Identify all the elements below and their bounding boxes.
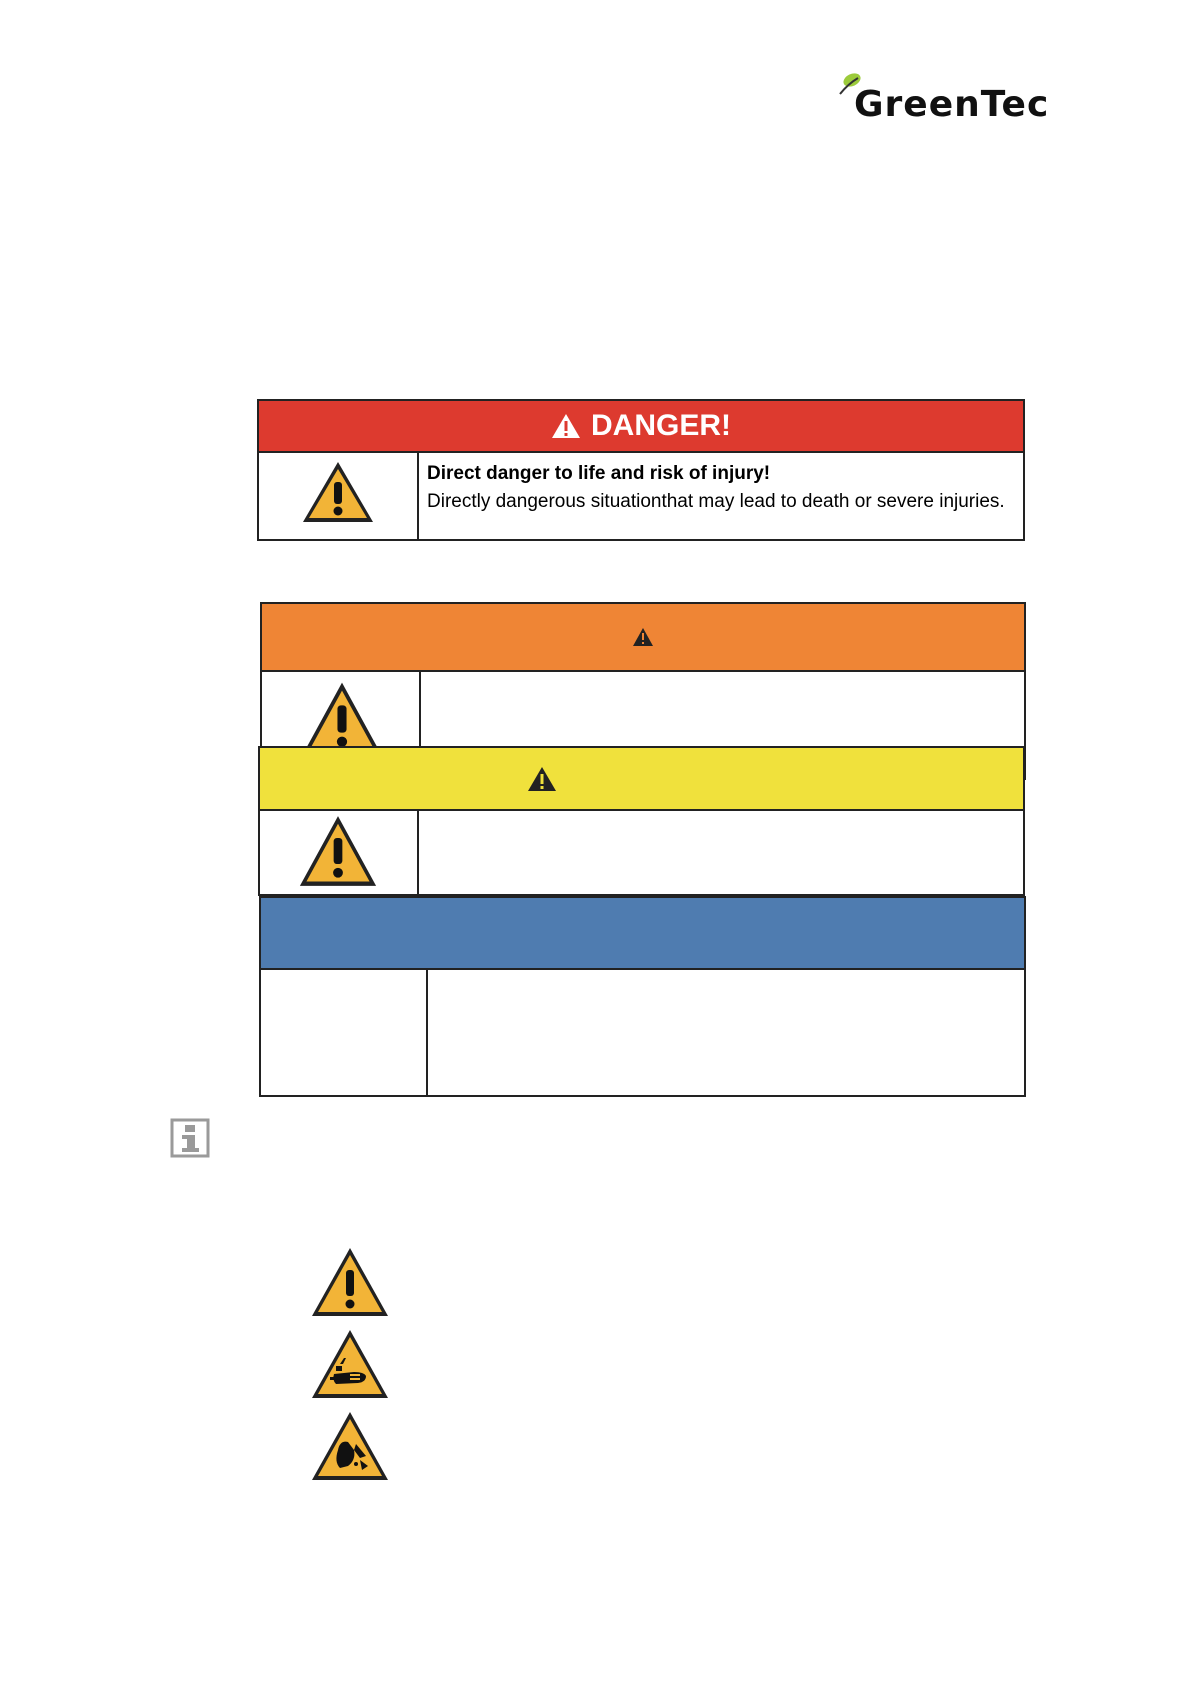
- warning-triangle-icon: [551, 413, 581, 439]
- danger-heading: Direct danger to life and risk of injury!: [427, 463, 771, 484]
- warning-sign-icon: [301, 460, 375, 524]
- greentec-logo: [828, 70, 1108, 130]
- danger-notice-box: [257, 399, 1025, 541]
- danger-text: [427, 462, 1011, 514]
- notice-header: [261, 898, 1024, 970]
- danger-label: DANGER!: [591, 409, 731, 442]
- info-icon: [170, 1118, 210, 1158]
- warning-triangle-icon: [632, 627, 654, 647]
- danger-header: [259, 401, 1023, 453]
- warning-header: [262, 604, 1024, 672]
- general-warning-icon: [310, 1246, 390, 1318]
- notice-box: [259, 896, 1026, 1097]
- caution-icon-cell: [260, 811, 419, 894]
- warning-sign-icon: [297, 814, 379, 888]
- cutting-hazard-warning-icon: [310, 1410, 390, 1482]
- logo-text: GreenTec: [854, 84, 1050, 125]
- caution-header: [260, 748, 1023, 811]
- caution-notice-box: [258, 746, 1025, 896]
- danger-icon-cell: [259, 453, 419, 539]
- notice-icon-cell: [261, 970, 428, 1095]
- hand-crush-warning-icon: [310, 1328, 390, 1400]
- warning-triangle-icon: [527, 766, 557, 792]
- danger-description: Directly dangerous situationthat may lead to death or severe injuries.: [427, 491, 1005, 512]
